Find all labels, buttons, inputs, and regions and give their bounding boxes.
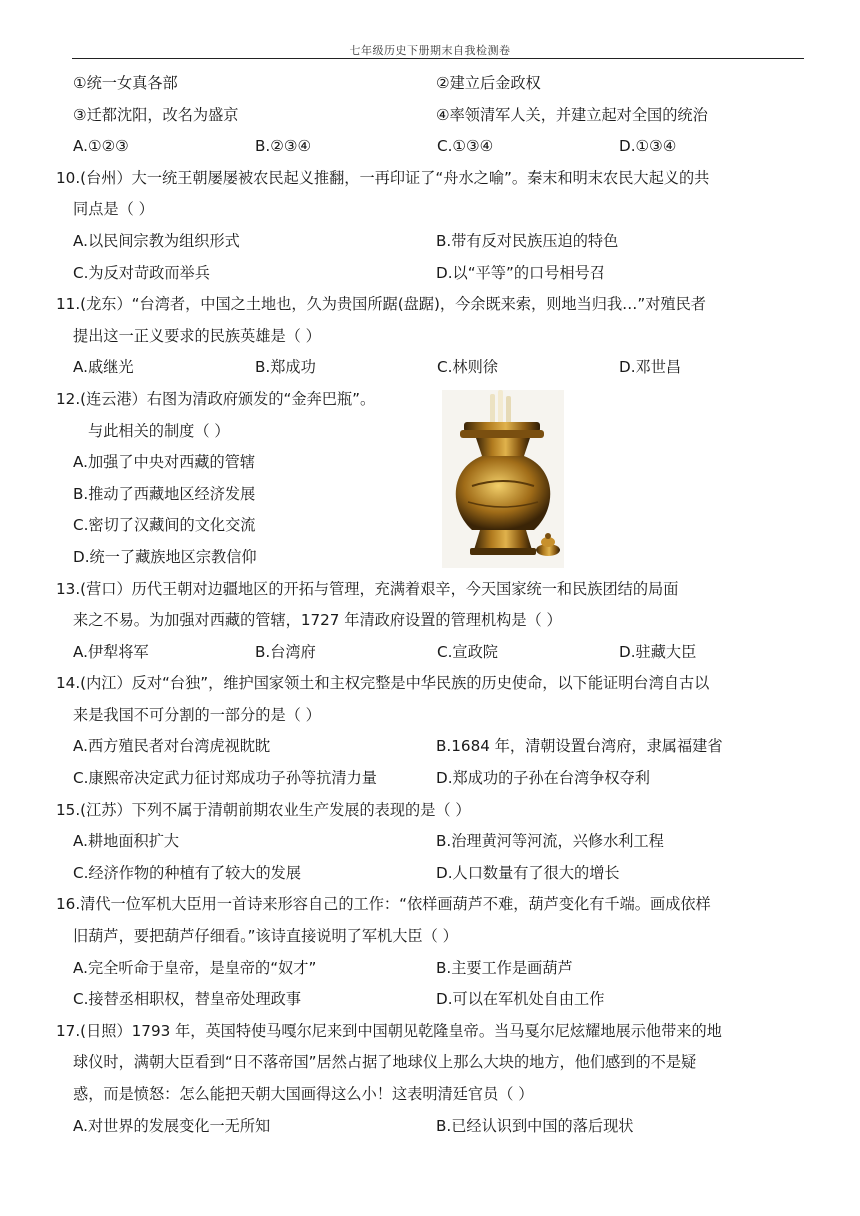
- q9-options-row-2: [56, 100, 816, 132]
- q13-choice-a[interactable]: A.伊犁将军: [73, 642, 149, 661]
- q16-stem-2: 旧葫芦，要把葫芦仔细看。”该诗直接说明了军机大臣（ ）: [73, 927, 458, 946]
- q14-choices-row-2: [56, 763, 816, 795]
- q14-stem-1: 14.(内江）反对“台独”，维护国家领土和主权完整是中华民族的历史使命，以下能证明台湾自古以: [56, 674, 710, 693]
- q14-choice-c[interactable]: C.康熙帝决定武力征讨郑成功子孙等抗清力量: [73, 769, 377, 788]
- q16-choice-b[interactable]: B.主要工作是画葫芦: [436, 958, 573, 977]
- header-rule: [72, 58, 804, 59]
- q15-choices-row-2: [56, 858, 816, 890]
- q14-choice-a[interactable]: A.西方殖民者对台湾虎视眈眈: [73, 737, 271, 756]
- q17-stem-2: 球仪时，满朝大臣看到“日不落帝国”居然占据了地球仪上那么大块的地方，他们感到的不是疑: [73, 1053, 697, 1072]
- q15-stem-1: 15.(江苏）下列不属于清朝前期农业生产发展的表现的是（ ）: [56, 800, 471, 819]
- q10-choices-row-2: [56, 258, 816, 290]
- q13-stem-2: 来之不易。为加强对西藏的管辖，1727 年清政府设置的管理机构是（ ）: [73, 611, 562, 630]
- exam-content: [56, 68, 816, 1142]
- q10-choice-d[interactable]: D.以“平等”的口号相号召: [436, 263, 605, 282]
- q14-stem-2: 来是我国不可分割的一部分的是（ ）: [73, 705, 321, 724]
- q17-choices-row-1: [56, 1111, 816, 1143]
- q16-choices-row-1: [56, 953, 816, 985]
- q9-opt2: ②建立后金政权: [436, 74, 541, 92]
- q17-choice-b[interactable]: B.已经认识到中国的落后现状: [436, 1116, 634, 1135]
- q14-choice-b[interactable]: B.1684 年，清朝设置台湾府，隶属福建省: [436, 737, 723, 756]
- q16-choice-d[interactable]: D.可以在军机处自由工作: [436, 990, 605, 1009]
- q10-choice-c[interactable]: C.为反对苛政而举兵: [73, 263, 210, 282]
- q15-choices-row-1: [56, 826, 816, 858]
- q9-options-row-1: [56, 68, 816, 100]
- q10-choices-row-1: [56, 226, 816, 258]
- q9-choices: [56, 131, 816, 163]
- q10-choice-a[interactable]: A.以民间宗教为组织形式: [73, 231, 240, 250]
- q16-choice-a[interactable]: A.完全听命于皇帝，是皇帝的“奴才”: [73, 958, 317, 977]
- q9-choice-c[interactable]: C.①③④: [437, 137, 494, 156]
- golden-urn-photo: [442, 390, 564, 568]
- q13-stem-1: 13.(营口）历代王朝对边疆地区的开拓与管理，充满着艰辛，今天国家统一和民族团结的局面: [56, 579, 679, 598]
- q13-choice-d[interactable]: D.驻藏大臣: [619, 642, 697, 661]
- q15-choice-b[interactable]: B.治理黄河等河流，兴修水利工程: [436, 832, 664, 851]
- q16-choices-row-2: [56, 984, 816, 1016]
- q15-choice-d[interactable]: D.人口数量有了很大的增长: [436, 863, 620, 882]
- q10-stem-1: 10.(台州）大一统王朝屡屡被农民起义推翻，一再印证了“舟水之喻”。秦末和明末农民大起义的共: [56, 168, 710, 187]
- q11-stem-1: 11.(龙东）“台湾者，中国之土地也，久为贵国所踞(盘踞)，今余既来索，则地当归我…”对殖民者: [56, 295, 706, 314]
- q12-choice-d[interactable]: D.统一了藏族地区宗教信仰: [73, 547, 257, 566]
- q15-choice-c[interactable]: C.经济作物的种植有了较大的发展: [73, 863, 302, 882]
- q11-choice-d[interactable]: D.邓世昌: [619, 358, 682, 377]
- q13-choice-b[interactable]: B.台湾府: [255, 642, 316, 661]
- q9-opt3: ③迁都沈阳，改名为盛京: [73, 105, 239, 124]
- q17-stem-1: 17.(日照）1793 年，英国特使马嘎尔尼来到中国朝见乾隆皇帝。当马戛尔尼炫耀地展示他带来的地: [56, 1021, 722, 1040]
- q9-choice-b[interactable]: B.②③④: [255, 137, 312, 156]
- q12-stem-1: 12.(连云港）右图为清政府颁发的“金奔巴瓶”。: [56, 389, 376, 408]
- q13-choice-c[interactable]: C.宣政院: [437, 642, 498, 661]
- q11-choice-b[interactable]: B.郑成功: [255, 358, 316, 377]
- q12-choice-b[interactable]: B.推动了西藏地区经济发展: [73, 484, 256, 503]
- q9-opt4: ④率领清军人关，并建立起对全国的统治: [436, 105, 708, 124]
- q9-choice-d[interactable]: D.①③④: [619, 137, 677, 156]
- q14-choices-row-1: [56, 731, 816, 763]
- q12-stem-2: 与此相关的制度（ ）: [88, 421, 230, 440]
- q11-choice-a[interactable]: A.戚继光: [73, 358, 134, 377]
- q10-stem-2: 同点是（ ）: [73, 200, 154, 219]
- q14-choice-d[interactable]: D.郑成功的子孙在台湾争权夺利: [436, 769, 650, 788]
- q15-choice-a[interactable]: A.耕地面积扩大: [73, 832, 180, 851]
- q11-stem-2: 提出这一正义要求的民族英雄是（ ）: [73, 326, 321, 345]
- q9-opt1: ①统一女真各部: [73, 74, 178, 92]
- q16-stem-1: 16.清代一位军机大臣用一首诗来形容自己的工作：“依样画葫芦不难，葫芦变化有千端。画成依样: [56, 895, 711, 914]
- q9-choice-a[interactable]: A.①②③: [73, 137, 129, 156]
- q17-choice-a[interactable]: A.对世界的发展变化一无所知: [73, 1116, 271, 1135]
- q11-choice-c[interactable]: C.林则徐: [437, 358, 498, 377]
- q13-choices: [56, 637, 816, 669]
- q12-choice-a[interactable]: A.加强了中央对西藏的管辖: [73, 453, 256, 472]
- q17-stem-3: 惑，而是愤怒：怎么能把天朝大国画得这么小！这表明清廷官员（ ）: [73, 1085, 534, 1103]
- q11-choices: [56, 352, 816, 384]
- q10-choice-b[interactable]: B.带有反对民族压迫的特色: [436, 231, 619, 250]
- q16-choice-c[interactable]: C.接替丞相职权，替皇帝处理政事: [73, 990, 302, 1009]
- page-header: 七年级历史下册期末自我检测卷: [349, 44, 511, 57]
- q12-choice-c[interactable]: C.密切了汉藏间的文化交流: [73, 516, 256, 535]
